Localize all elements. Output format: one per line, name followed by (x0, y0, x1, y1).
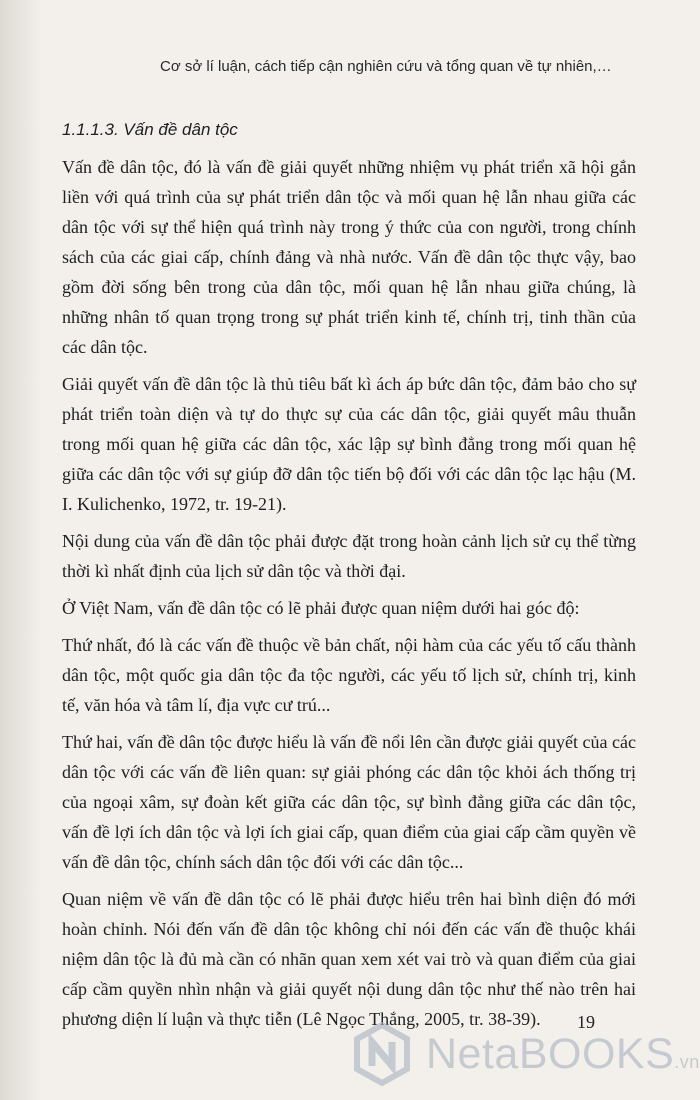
running-header: Cơ sở lí luận, cách tiếp cận nghiên cứu và tổng quan về tự nhiên,… (160, 58, 612, 75)
paragraph-6: Thứ hai, vấn đề dân tộc được hiểu là vấn đề nổi lên cần được giải quyết của các dân tộc với các vấn đề liên quan: sự giải phóng các dân tộc khỏi ách thống trị của ngoại xâm, sự đoàn kết giữa các dân tộc, sự bình đẳng giữa các dân tộc, vấn đề lợi ích dân tộc và lợi ích giai cấp, quan điểm của giai cấp cầm quyền về vấn đề dân tộc, chính sách dân tộc đối với các dân tộc... (62, 732, 636, 872)
page-number: 19 (577, 1012, 595, 1032)
watermark (350, 1020, 700, 1088)
watermark-text (426, 1029, 700, 1078)
paragraph-4: Ở Việt Nam, vấn đề dân tộc có lẽ phải được quan niệm dưới hai góc độ: (62, 598, 580, 618)
watermark-tld: .vn (674, 1051, 700, 1072)
binding-shadow (0, 0, 42, 1100)
paragraph-5: Thứ nhất, đó là các vấn đề thuộc về bản chất, nội hàm của các yếu tố cấu thành dân tộc, một quốc gia dân tộc đa tộc người, các yếu tố lịch sử, chính trị, kinh tế, văn hóa và tâm lí, địa vực cư trú... (62, 635, 636, 715)
section-heading: 1.1.1.3. Vấn đề dân tộc (62, 120, 238, 139)
watermark-brand: NetaBOOKS (426, 1029, 675, 1078)
paragraph-3: Nội dung của vấn đề dân tộc phải được đặt trong hoàn cảnh lịch sử cụ thể từng thời kì nhất định của lịch sử dân tộc và thời đại. (62, 531, 636, 581)
body-text (62, 152, 636, 1041)
paragraph-2: Giải quyết vấn đề dân tộc là thủ tiêu bất kì ách áp bức dân tộc, đảm bảo cho sự phát triển toàn diện và tự do thực sự của các dân tộc, giải quyết mâu thuẫn trong mối quan hệ giữa các dân tộc, xác lập sự bình đẳng trong mối quan hệ giữa các dân tộc với sự giúp đỡ dân tộc tiến bộ đối với các dân tộc lạc hậu (M. I. Kulichenko, 1972, tr. 19-21). (62, 374, 636, 514)
paragraph-7: Quan niệm về vấn đề dân tộc có lẽ phải được hiểu trên hai bình diện đó mới hoàn chỉnh. Nói đến vấn đề dân tộc không chỉ nói đến các vấn đề thuộc khái niệm dân tộc là đủ mà cần có nhãn quan xem xét vai trò và quan điểm của giai cấp cầm quyền nhìn nhận và giải quyết nội dung dân tộc như thế nào trên hai phương diện lí luận và thực tiễn (Lê Ngọc Thắng, 2005, tr. 38-39). (62, 889, 636, 1029)
paragraph-1: Vấn đề dân tộc, đó là vấn đề giải quyết những nhiệm vụ phát triển xã hội gắn liền với quá trình của sự phát triển dân tộc và mối quan hệ lẫn nhau giữa các dân tộc với sự thể hiện quá trình này trong ý thức của con người, trong chính sách của các giai cấp, chính đảng và nhà nước. Vấn đề dân tộc thực vậy, bao gồm đời sống bên trong của dân tộc, mối quan hệ lẫn nhau giữa chúng, là những nhân tố quan trọng trong sự phát triển kinh tế, chính trị, tinh thần của các dân tộc. (62, 157, 636, 357)
netabooks-n-logo-icon (350, 1022, 414, 1086)
